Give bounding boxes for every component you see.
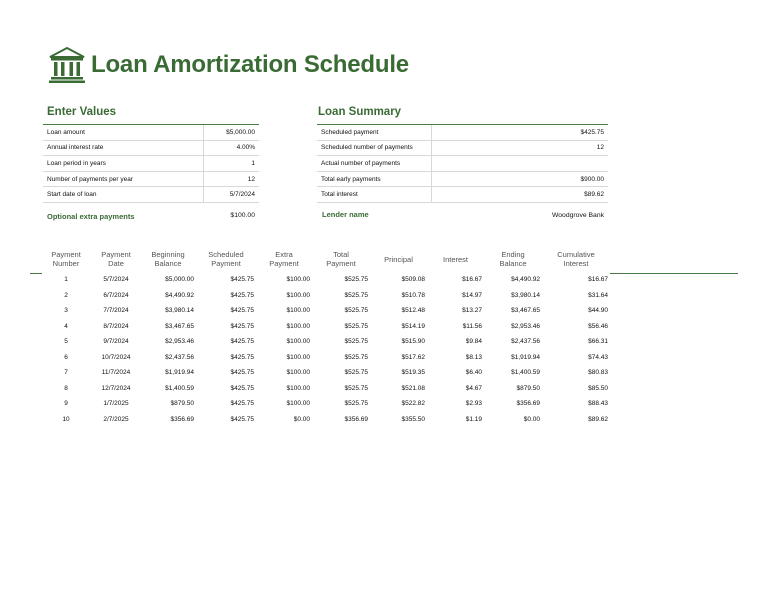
cell-payment-number: 10	[62, 415, 70, 423]
cell-payment-number: 9	[64, 400, 68, 408]
cell-beginning-balance: $3,467.65	[165, 322, 194, 330]
cell-beginning-balance: $879.50	[170, 400, 194, 408]
cell-principal: $355.50	[401, 415, 425, 423]
loan-summary-table	[317, 125, 608, 203]
enter-values-value[interactable]: 5/7/2024	[203, 187, 259, 203]
enter-values-value[interactable]: 12	[203, 171, 259, 187]
cell-payment-date: 11/7/2024	[101, 369, 131, 377]
table-row	[40, 365, 610, 381]
optional-extra-payments-value[interactable]: $100.00	[230, 212, 255, 219]
enter-values-value[interactable]: $5,000.00	[203, 125, 259, 140]
cell-payment-number: 6	[64, 353, 68, 361]
table-row	[40, 272, 610, 288]
cell-ending-balance: $3,467.65	[511, 307, 540, 315]
loan-summary-value[interactable]: $425.75	[431, 125, 608, 140]
header-payment-number: Payment Number	[51, 250, 81, 268]
cell-payment-date: 9/7/2024	[103, 338, 129, 346]
cell-cumulative-interest: $16.67	[588, 276, 608, 284]
cell-ending-balance: $879.50	[516, 384, 540, 392]
cell-principal: $509.08	[401, 276, 425, 284]
enter-values-label: Number of payments per year	[43, 171, 203, 187]
enter-values-row	[43, 140, 259, 156]
cell-total-payment: $525.75	[344, 400, 368, 408]
amortization-schedule-table	[40, 246, 610, 427]
cell-extra-payment: $100.00	[286, 400, 310, 408]
cell-payment-date: 6/7/2024	[103, 291, 129, 299]
cell-total-payment: $525.75	[344, 291, 368, 299]
header-cumulative-interest: Cumulative Interest	[557, 250, 595, 268]
cell-principal: $519.35	[401, 369, 425, 377]
table-row	[40, 350, 610, 366]
cell-total-payment: $525.75	[344, 338, 368, 346]
loan-summary-row	[317, 171, 608, 187]
loan-summary-row	[317, 187, 608, 203]
cell-total-payment: $525.75	[344, 369, 368, 377]
cell-interest: $6.40	[465, 369, 482, 377]
cell-payment-number: 8	[64, 384, 68, 392]
enter-values-row	[43, 171, 259, 187]
cell-principal: $517.62	[401, 353, 425, 361]
cell-scheduled-payment: $425.75	[230, 322, 254, 330]
cell-beginning-balance: $2,953.46	[165, 338, 194, 346]
cell-cumulative-interest: $88.43	[588, 400, 608, 408]
cell-scheduled-payment: $425.75	[230, 400, 254, 408]
cell-payment-number: 3	[64, 307, 68, 315]
cell-payment-date: 10/7/2024	[101, 353, 131, 361]
cell-interest: $9.84	[465, 338, 482, 346]
cell-payment-number: 4	[64, 322, 68, 330]
loan-summary-label: Scheduled payment	[317, 125, 431, 140]
cell-payment-date: 12/7/2024	[101, 384, 131, 392]
enter-values-label: Annual interest rate	[43, 140, 203, 156]
table-row	[40, 319, 610, 335]
loan-summary-value[interactable]: $900.00	[431, 171, 608, 187]
loan-summary-label: Actual number of payments	[317, 156, 431, 172]
loan-summary-row	[317, 156, 608, 172]
cell-beginning-balance: $1,919.94	[165, 369, 194, 377]
header-payment-date: Payment Date	[101, 250, 131, 268]
lender-name-label: Lender name	[322, 210, 369, 219]
cell-cumulative-interest: $74.43	[588, 353, 608, 361]
cell-cumulative-interest: $44.90	[588, 307, 608, 315]
enter-values-table	[43, 125, 259, 203]
cell-ending-balance: $2,437.56	[511, 338, 540, 346]
table-row	[40, 303, 610, 319]
header-principal: Principal	[384, 254, 413, 264]
cell-principal: $522.82	[401, 400, 425, 408]
cell-interest: $8.13	[465, 353, 482, 361]
cell-cumulative-interest: $80.83	[588, 369, 608, 377]
table-row	[40, 334, 610, 350]
cell-interest: $2.93	[465, 400, 482, 408]
cell-extra-payment: $100.00	[286, 384, 310, 392]
cell-scheduled-payment: $425.75	[230, 291, 254, 299]
cell-beginning-balance: $4,490.92	[165, 291, 194, 299]
loan-summary-row	[317, 125, 608, 140]
cell-total-payment: $356.69	[344, 415, 368, 423]
cell-payment-date: 8/7/2024	[103, 322, 129, 330]
header-total-payment: Total Payment	[326, 250, 356, 268]
cell-payment-number: 1	[64, 276, 68, 284]
schedule-header-rule-right	[610, 273, 738, 274]
header-interest: Interest	[442, 254, 468, 264]
cell-beginning-balance: $356.69	[170, 415, 194, 423]
cell-cumulative-interest: $31.64	[588, 291, 608, 299]
cell-cumulative-interest: $89.62	[588, 415, 608, 423]
cell-ending-balance: $2,953.46	[511, 322, 540, 330]
cell-principal: $521.08	[401, 384, 425, 392]
cell-cumulative-interest: $56.46	[588, 322, 608, 330]
cell-total-payment: $525.75	[344, 276, 368, 284]
cell-principal: $512.48	[401, 307, 425, 315]
bank-building-icon	[47, 45, 87, 85]
cell-payment-date: 7/7/2024	[103, 307, 129, 315]
cell-payment-date: 5/7/2024	[103, 276, 129, 284]
cell-ending-balance: $1,400.59	[511, 369, 540, 377]
cell-interest: $16.67	[462, 276, 482, 284]
header-extra-payment: Extra Payment	[269, 250, 299, 268]
cell-beginning-balance: $5,000.00	[165, 276, 194, 284]
cell-principal: $515.90	[401, 338, 425, 346]
enter-values-value[interactable]: 4.00%	[203, 140, 259, 156]
optional-extra-payments-label: Optional extra payments	[47, 212, 135, 221]
cell-total-payment: $525.75	[344, 353, 368, 361]
cell-total-payment: $525.75	[344, 322, 368, 330]
header-ending-balance: Ending Balance	[499, 250, 527, 268]
cell-interest: $11.56	[462, 322, 482, 330]
cell-ending-balance: $1,919.94	[511, 353, 540, 361]
cell-ending-balance: $0.00	[523, 415, 540, 423]
cell-interest: $1.19	[465, 415, 482, 423]
cell-payment-number: 5	[64, 338, 68, 346]
loan-summary-row	[317, 140, 608, 156]
cell-principal: $510.78	[401, 291, 425, 299]
cell-beginning-balance: $3,980.14	[165, 307, 194, 315]
cell-extra-payment: $100.00	[286, 276, 310, 284]
cell-scheduled-payment: $425.75	[230, 353, 254, 361]
cell-extra-payment: $100.00	[286, 369, 310, 377]
cell-extra-payment: $100.00	[286, 291, 310, 299]
cell-interest: $13.27	[462, 307, 482, 315]
cell-payment-date: 2/7/2025	[103, 415, 129, 423]
loan-summary-value[interactable]	[431, 156, 608, 172]
table-row	[40, 412, 610, 428]
enter-values-label: Start date of loan	[43, 187, 203, 203]
header-scheduled-payment: Scheduled Payment	[208, 250, 244, 268]
table-row	[40, 396, 610, 412]
enter-values-row	[43, 125, 259, 140]
enter-values-heading: Enter Values	[47, 106, 117, 118]
cell-payment-number: 2	[64, 291, 68, 299]
cell-scheduled-payment: $425.75	[230, 338, 254, 346]
loan-summary-label: Total interest	[317, 187, 431, 203]
cell-principal: $514.19	[401, 322, 425, 330]
cell-scheduled-payment: $425.75	[230, 369, 254, 377]
lender-name-value[interactable]: Woodgrove Bank	[551, 212, 604, 219]
title-row	[47, 45, 409, 85]
header-beginning-balance: Beginning Balance	[151, 250, 185, 268]
cell-cumulative-interest: $85.50	[588, 384, 608, 392]
cell-ending-balance: $4,490.92	[511, 276, 540, 284]
cell-total-payment: $525.75	[344, 384, 368, 392]
cell-scheduled-payment: $425.75	[230, 276, 254, 284]
cell-payment-number: 7	[64, 369, 68, 377]
loan-summary-label: Scheduled number of payments	[317, 140, 431, 156]
cell-ending-balance: $3,980.14	[511, 291, 540, 299]
page-title: Loan Amortization Schedule	[91, 51, 409, 78]
loan-summary-value[interactable]: 12	[431, 140, 608, 156]
enter-values-label: Loan amount	[43, 125, 203, 140]
cell-ending-balance: $356.69	[516, 400, 540, 408]
cell-scheduled-payment: $425.75	[230, 415, 254, 423]
cell-payment-date: 1/7/2025	[103, 400, 129, 408]
cell-extra-payment: $100.00	[286, 353, 310, 361]
enter-values-row	[43, 156, 259, 172]
enter-values-row	[43, 187, 259, 203]
enter-values-label: Loan period in years	[43, 156, 203, 172]
loan-summary-value[interactable]: $89.62	[431, 187, 608, 203]
cell-total-payment: $525.75	[344, 307, 368, 315]
cell-extra-payment: $0.00	[293, 415, 310, 423]
loan-summary-heading: Loan Summary	[318, 106, 402, 118]
cell-cumulative-interest: $66.31	[588, 338, 608, 346]
cell-extra-payment: $100.00	[286, 338, 310, 346]
cell-scheduled-payment: $425.75	[230, 384, 254, 392]
loan-summary-label: Total early payments	[317, 171, 431, 187]
enter-values-value[interactable]: 1	[203, 156, 259, 172]
table-row	[40, 381, 610, 397]
cell-interest: $14.97	[462, 291, 482, 299]
cell-extra-payment: $100.00	[286, 322, 310, 330]
cell-scheduled-payment: $425.75	[230, 307, 254, 315]
cell-extra-payment: $100.00	[286, 307, 310, 315]
table-row	[40, 288, 610, 304]
cell-interest: $4.67	[465, 384, 482, 392]
cell-beginning-balance: $2,437.56	[165, 353, 194, 361]
cell-beginning-balance: $1,400.59	[165, 384, 194, 392]
